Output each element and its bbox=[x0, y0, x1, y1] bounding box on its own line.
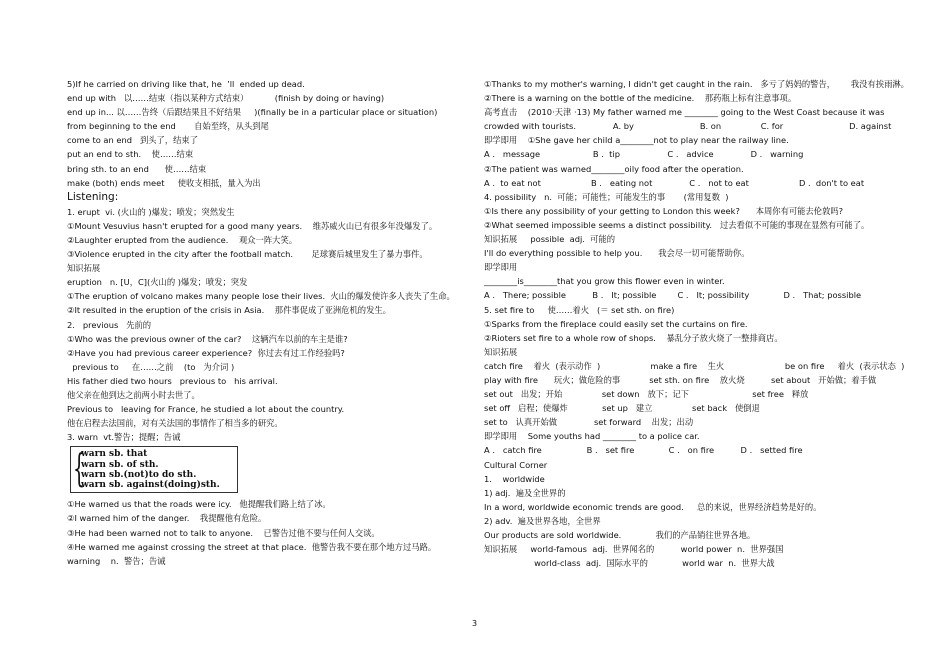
text-line: end up with 以……结束（指以某种方式结束） (finish by doing or having) bbox=[67, 93, 385, 104]
text-line: ②I warned him of the danger. 我提醒他有危险。 bbox=[67, 513, 267, 524]
text-line: 高考直击 (2010·天津 ·13) My father warned me ________ going to the West Coast because it was bbox=[484, 107, 885, 118]
text-line: A . There; possible B . It; possible C . It; possibility D . That; possible bbox=[484, 290, 862, 301]
text-line: come to an end 到头了，结束了 bbox=[67, 135, 199, 146]
text-line: In a word, worldwide economic trends are good. 总的来说，世界经济趋势是好的。 bbox=[484, 501, 822, 512]
text-line: ①Thanks to my mother's warning, I didn't get caught in the rain. 多亏了妈妈的警告， 我没有挨雨淋。 bbox=[484, 79, 909, 89]
text-line: previous to 在……之前 (to 为介词 ) bbox=[67, 361, 235, 372]
text-line: ②It resulted in the eruption of the crisis in Asia. 那件事促成了亚洲危机的发生。 bbox=[67, 305, 391, 316]
text-line: ②Have you had previous career experience? 你过去有过工作经验吗? bbox=[67, 347, 345, 358]
warn-usage-item: warn sb. of sth. bbox=[81, 459, 159, 470]
left-column bbox=[67, 77, 467, 568]
text-line: put an end to sth. 使……结束 bbox=[67, 149, 194, 160]
text-line: 1. worldwide bbox=[484, 473, 545, 484]
text-line: warning n. 警告；告诫 bbox=[67, 555, 166, 566]
text-line: Previous to leaving for France, he studied a lot about the country. bbox=[67, 404, 345, 415]
text-line: His father died two hours previous to his arrival. bbox=[67, 375, 278, 386]
text-line: 5. set fire to 使……着火 (＝ set sth. on fire) bbox=[484, 304, 675, 315]
text-line: 4. possibility n. 可能；可能性；可能发生的事 (常用复数 ) bbox=[484, 191, 729, 202]
text-line: 5)If he carried on driving like that, he ’ll ended up dead. bbox=[67, 79, 305, 89]
text-line: ①Sparks from the fireplace could easily set the curtains on fire. bbox=[484, 318, 748, 329]
page-number: 3 bbox=[472, 619, 478, 628]
warn-usage-item: warn sb. that bbox=[81, 449, 148, 460]
text-line: 知识拓展 bbox=[484, 346, 518, 357]
text-line: ②The patient was warned________oily food after the operation. bbox=[484, 163, 744, 174]
brace-icon: { bbox=[73, 446, 86, 491]
text-line: crowded with tourists. A. by B. on C. for D. against bbox=[484, 121, 892, 132]
text-line: 3. warn vt.警告；提醒；告诫 bbox=[67, 432, 181, 443]
text-line: set off 启程；使爆炸 set up 建立 set back 使倒退 bbox=[484, 403, 760, 414]
text-line: world-class adj. 国际水平的 world war n. 世界大战 bbox=[484, 558, 775, 569]
text-line: ①Who was the previous owner of the car? 这辆汽车以前的车主是谁? bbox=[67, 333, 348, 344]
text-line: 知识拓展 bbox=[67, 263, 101, 274]
text-line: make (both) ends meet 使收支相抵，量入为出 bbox=[67, 177, 261, 188]
text-line: end up in... 以……告终（后跟结果且不好结果 )(finally be in a particular place or situation) bbox=[67, 107, 438, 118]
section-heading: Listening: bbox=[67, 190, 119, 203]
text-line: 即学即用 Some youths had ________ to a police car. bbox=[484, 431, 700, 442]
text-line: I'll do everything possible to help you. 我会尽一切可能帮助你。 bbox=[484, 248, 750, 259]
text-line: ②What seemed impossible seems a distinct possibility. 过去看似不可能的事现在显然有可能了。 bbox=[484, 219, 870, 230]
text-line: 知识拓展 possible adj. 可能的 bbox=[484, 234, 616, 245]
text-line: A . message B . tip C . advice D . warning bbox=[484, 149, 804, 160]
text-line: A . catch fire B . set fire C . on fire D . setted fire bbox=[484, 445, 803, 456]
text-line: ②Rioters set fire to a whole row of shops. 暴乱分子放火烧了一整排商店。 bbox=[484, 332, 783, 343]
text-line: ③Violence erupted in the city after the football match. 足球赛后城里发生了暴力事件。 bbox=[67, 249, 428, 260]
text-line: ①Mount Vesuvius hasn't erupted for a good many years. 维苏威火山已有很多年没爆发了。 bbox=[67, 220, 438, 231]
text-line: ④He warned me against crossing the street at that place. 他警告我不要在那个地方过马路。 bbox=[67, 541, 437, 552]
text-line: ①The eruption of volcano makes many people lose their lives. 火山的爆发使许多人丧失了生命。 bbox=[67, 291, 455, 302]
text-line: 1. erupt vi. (火山的 )爆发；喷发；突然发生 bbox=[67, 206, 235, 217]
text-line: from beginning to the end 自始至终，从头到尾 bbox=[67, 121, 269, 132]
text-line: 他在启程去法国前，对有关法国的事情作了相当多的研究。 bbox=[67, 418, 283, 429]
section-heading: Cultural Corner bbox=[484, 459, 548, 470]
text-line: 知识拓展 world-famous adj. 世界闻名的 world power n. 世界强国 bbox=[484, 544, 784, 555]
text-line: set out 出发；开始 set down 放下；记下 set free 释放 bbox=[484, 389, 809, 400]
text-line: 即学即用 ①She gave her child a________not to play near the railway line. bbox=[484, 135, 789, 146]
warn-usage-box bbox=[70, 446, 238, 493]
text-line: ②Laughter erupted from the audience. 观众一阵大笑。 bbox=[67, 234, 298, 245]
text-line: 2) adv. 遍及世界各地，全世界 bbox=[484, 515, 601, 526]
text-line: eruption n. [U，C](火山的 )爆发；喷发；突发 bbox=[67, 277, 248, 288]
text-line: ①Is there any possibility of your getting to London this week? 本周你有可能去伦敦吗? bbox=[484, 205, 844, 216]
text-line: Our products are sold worldwide. 我们的产品销往世界各地。 bbox=[484, 530, 756, 540]
text-line: ________is________that you grow this flower even in winter. bbox=[484, 276, 725, 287]
text-line: set to 认真开始做 set forward 出发；出动 bbox=[484, 417, 694, 428]
text-line: 他父亲在他到达之前两小时去世了。 bbox=[67, 389, 200, 400]
warn-usage-list bbox=[81, 449, 220, 490]
warn-usage-item: warn sb. against(doing)sth. bbox=[81, 479, 220, 490]
text-line: ①He warned us that the roads were icy. 他提醒我们路上结了冰。 bbox=[67, 499, 331, 510]
text-line: A . to eat not B . eating not C . not to eat D . don't to eat bbox=[484, 177, 865, 188]
text-line: catch fire 着火 (表示动作 ) make a fire 生火 be on fire 着火 (表示状态 ) bbox=[484, 360, 905, 371]
right-column bbox=[484, 77, 909, 570]
text-line: ②There is a warning on the bottle of the medicine. 那药瓶上标有注意事项。 bbox=[484, 93, 797, 104]
text-line: 1) adj. 遍及全世界的 bbox=[484, 487, 566, 498]
text-line: bring sth. to an end 使……结束 bbox=[67, 163, 207, 174]
text-line: play with fire 玩火；做危险的事 set sth. on fire 放火烧 set about 开始做；着手做 bbox=[484, 374, 877, 385]
text-line: 即学即用 bbox=[484, 262, 518, 273]
warn-usage-item: warn sb.(not)to do sth. bbox=[81, 469, 197, 480]
text-line: ③He had been warned not to talk to anyone. 已警告过他不要与任何人交谈。 bbox=[67, 527, 380, 538]
text-line: 2. previous 先前的 bbox=[67, 319, 152, 330]
